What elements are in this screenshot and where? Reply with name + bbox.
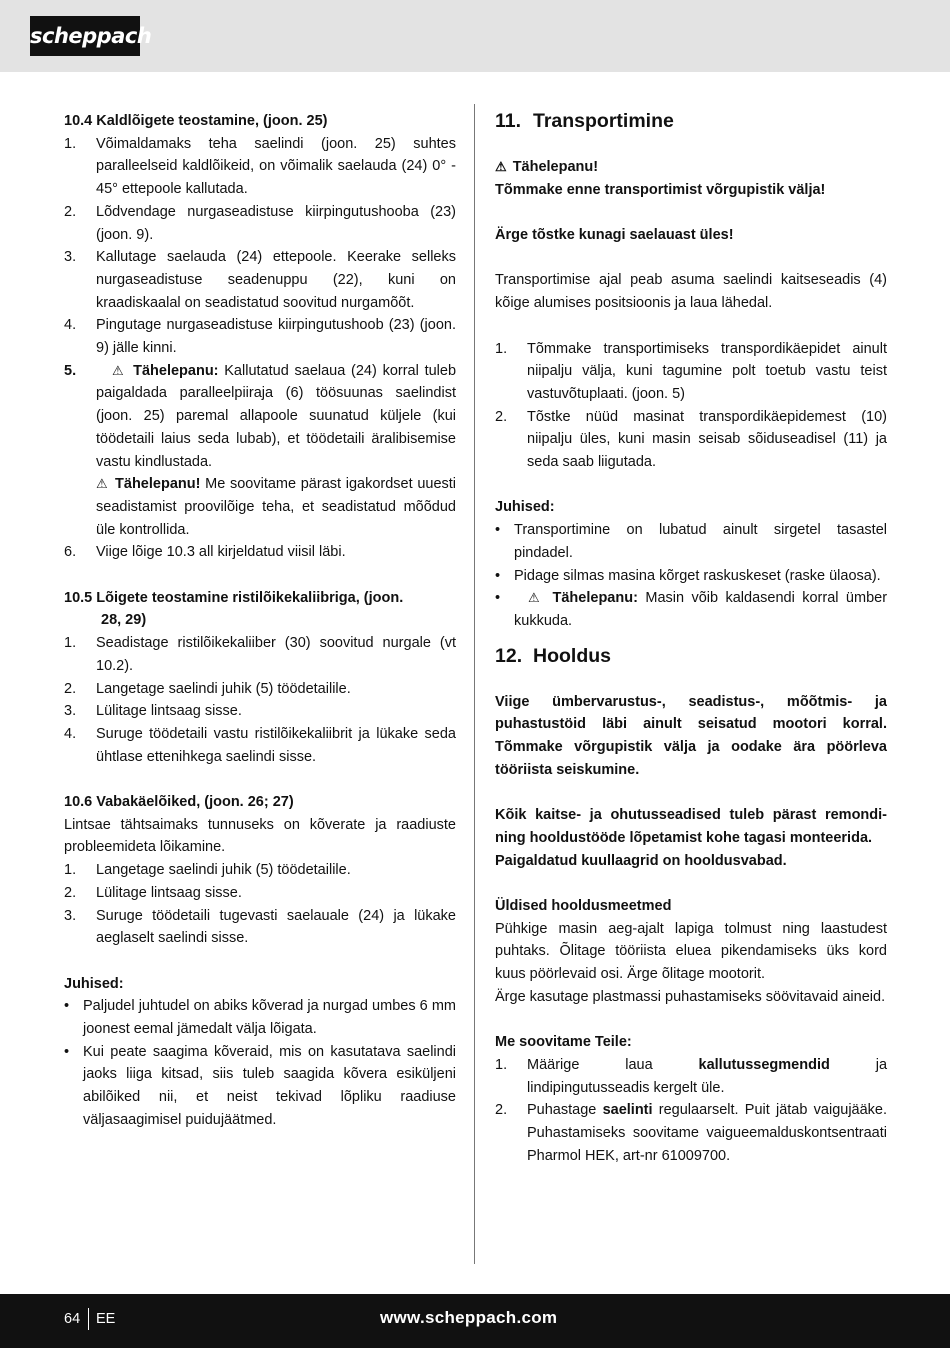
footer-separator	[88, 1308, 89, 1330]
maintenance-notice-1: Viige ümbervarustus-, seadistus-, mõõtmis- ja puhastustöid läbi ainult seisatud mootori korral. Tõmmake võrgupistik välja ja oodake ära pöörleva tööriista seiskumine.	[495, 693, 887, 778]
language-code: EE	[96, 1311, 116, 1327]
list-item: 4. Suruge töödetaili vastu ristilõikekaliibrit ja lükake seda ühtlase ettenihkega saelindi sisse.	[64, 725, 456, 765]
list-item: • Pidage silmas masina kõrget raskuskeset (raske ülaosa).	[495, 567, 881, 584]
list-item: 2. Lõdvendage nurgaseadistuse kiirpingutushooba (23) (joon. 9).	[64, 203, 456, 243]
section-10-6-list	[64, 859, 456, 950]
transport-paragraph: Transportimise ajal peab asuma saelindi kaitseseadis (4) kõige alumises positsioonis ja laua lähedal.	[495, 272, 887, 312]
section-11-heading: 11. Transportimine	[495, 110, 674, 132]
list-item: 1. Seadistage ristilõikekaliiber (30) soovitud nurgale (vt 10.2).	[64, 635, 456, 674]
section-10-4-heading: 10.4 Kaldlõigete teostamine, (joon. 25)	[64, 113, 328, 129]
warning-triangle-icon: ⚠	[96, 476, 109, 492]
maintenance-notice-2: Kõik kaitse- ja ohutusseadised tuleb pärast remondi- ning hooldustööde lõpetamist kohe tagasi monteerida.	[495, 807, 887, 846]
transport-hints-heading: Juhised:	[495, 499, 555, 516]
list-item: 1. Võimaldamaks teha saelindi (joon. 25) suhtes paralleelseid kaldlõikeid, on võimalik saelauda (24) 0° - 45° ettepoole kallutada.	[64, 135, 456, 198]
list-item: • Paljudel juhtudel on abiks kõverad ja nurgad umbes 6 mm joonest eemal jämedalt välja lõigata.	[64, 998, 456, 1038]
list-item: • Kui peate saagima kõveraid, mis on kasutatava saelindi jaoks liiga kitsad, siis tuleb saagida kõvera esiküljeni abilõiked nii, et neist tekivad lõpliku raadiuse väljasaagimisel puidujäätmed.	[64, 1043, 456, 1128]
maintenance-notice-3: Paigaldatud kuullaagrid on hooldusvabad.	[495, 852, 787, 869]
transport-warning: ⚠ Tähelepanu! Tõmmake enne transportimist võrgupistik välja!	[495, 159, 826, 198]
list-item: 1. Tõmmake transportimiseks transpordikäepidet ainult niipalju välja, kuni tagumine polt toetub vastu teist vastuvõtuplaati. (joon. 5)	[495, 340, 887, 402]
header-bar	[0, 0, 950, 72]
list-item-warning: • ⚠ Tähelepanu: Masin võib kaldasendi korral ümber kukkuda.	[495, 590, 888, 629]
transport-warning-2: Ärge tõstke kunagi saelauast üles!	[495, 227, 734, 244]
list-item: 2. Lülitage lintsaag sisse.	[64, 884, 242, 901]
list-item: 3. Kallutage saelauda (24) ettepoole. Keerake selleks nurgaseadistuse seadenuppu (22), kuni on kraadiskaalal on seadistatud soovitud nurgamõõt.	[64, 249, 456, 311]
recommendations-heading: Me soovitame Teile:	[495, 1034, 632, 1051]
section-10-6-intro: Lintsae tähtsaimaks tunnuseks on kõverate ja raadiuste probleemideta lõikamine.	[64, 816, 456, 856]
warning-triangle-icon: ⚠	[495, 159, 507, 174]
section-10-5-list	[64, 632, 456, 768]
section-12-heading: 12. Hooldus	[495, 644, 611, 667]
hints-heading: Juhised:	[64, 975, 124, 992]
list-item: 1. Määrige laua kallutussegmendid ja lindipingutusseadis kergelt üle.	[495, 1056, 888, 1096]
section-10-5-heading: 10.5 Lõigete teostamine ristilõikekaliibriga, (joon. 28, 29)	[64, 589, 404, 629]
list-item-warning: 5. ⚠ Tähelepanu: Kallutatud saelaua (24) korral tuleb paigaldada paralleelpiiraja (6) töösuunas saelindist (joon. 25) paremal allapoole suunatud küljele (kui töödetaili laius seda lubab), et töödetaili äralibisemise vastu kindlustada. ⚠ Tähelepanu! Me soovitame pärast igakordset uuesti seadistamist proovilõige teha, et seadistatud mõõdud üle kontrollida.	[64, 362, 457, 538]
right-column	[495, 110, 887, 1167]
transport-hints-list	[495, 519, 887, 633]
general-maintenance-heading: Üldised hooldusmeetmed	[495, 898, 672, 914]
warning-triangle-icon: ⚠	[514, 590, 544, 606]
list-item: 4. Pingutage nurgaseadistuse kiirpingutushoob (23) (joon. 9) jälle kinni.	[64, 317, 456, 357]
list-item: • Transportimine on lubatud ainult sirgetel tasastel pindadel.	[495, 522, 887, 561]
recommendations-list	[495, 1054, 887, 1168]
list-item: 6. Viige lõige 10.3 all kirjeldatud viisil läbi.	[64, 544, 346, 561]
footer-bar	[0, 1294, 950, 1348]
page-number: 64	[64, 1311, 81, 1327]
scheppach-logo: scheppach	[30, 16, 140, 56]
section-10-6-heading: 10.6 Vabakäelõiked, (joon. 26; 27)	[64, 794, 294, 811]
warning-triangle-icon: ⚠	[96, 362, 126, 378]
website-url: www.scheppach.com	[380, 1308, 558, 1327]
general-maintenance-text-2: Ärge kasutage plastmassi puhastamiseks söövitavaid aineid.	[495, 988, 886, 1005]
list-item: 3. Suruge töödetaili tugevasti saelauale (24) ja lükake aeglaselt saelindi sisse.	[64, 907, 456, 947]
list-item: 1. Langetage saelindi juhik (5) töödetailile.	[64, 862, 351, 879]
list-item: 2. Langetage saelindi juhik (5) töödetailile.	[64, 680, 351, 697]
section-10-4-list	[64, 133, 456, 564]
general-maintenance-text: Pühkige masin aeg-ajalt lapiga tolmust ning laastudest puhtaks. Õlitage tööriista eluea pikendamiseks üks kord kuus pöörlevaid osi. Ärge õlitage mootorit.	[495, 920, 887, 983]
list-item: 2. Tõstke nüüd masinat transpordikäepidemest (10) niipalju üles, kuni masin seisab sõiduseadisel (11) ja seda saab liigutada.	[495, 408, 887, 471]
transport-list	[495, 338, 887, 474]
list-item: 3. Lülitage lintsaag sisse.	[64, 703, 242, 720]
column-divider	[474, 104, 475, 1264]
left-column	[64, 110, 456, 1132]
list-item: 2. Puhastage saelinti regulaarselt. Puit jätab vaigujääke. Puhastamiseks soovitame vaigueemalduskontsentraati Pharmol HEK, art-nr 61009700.	[495, 1102, 888, 1164]
hints-list	[64, 995, 456, 1131]
